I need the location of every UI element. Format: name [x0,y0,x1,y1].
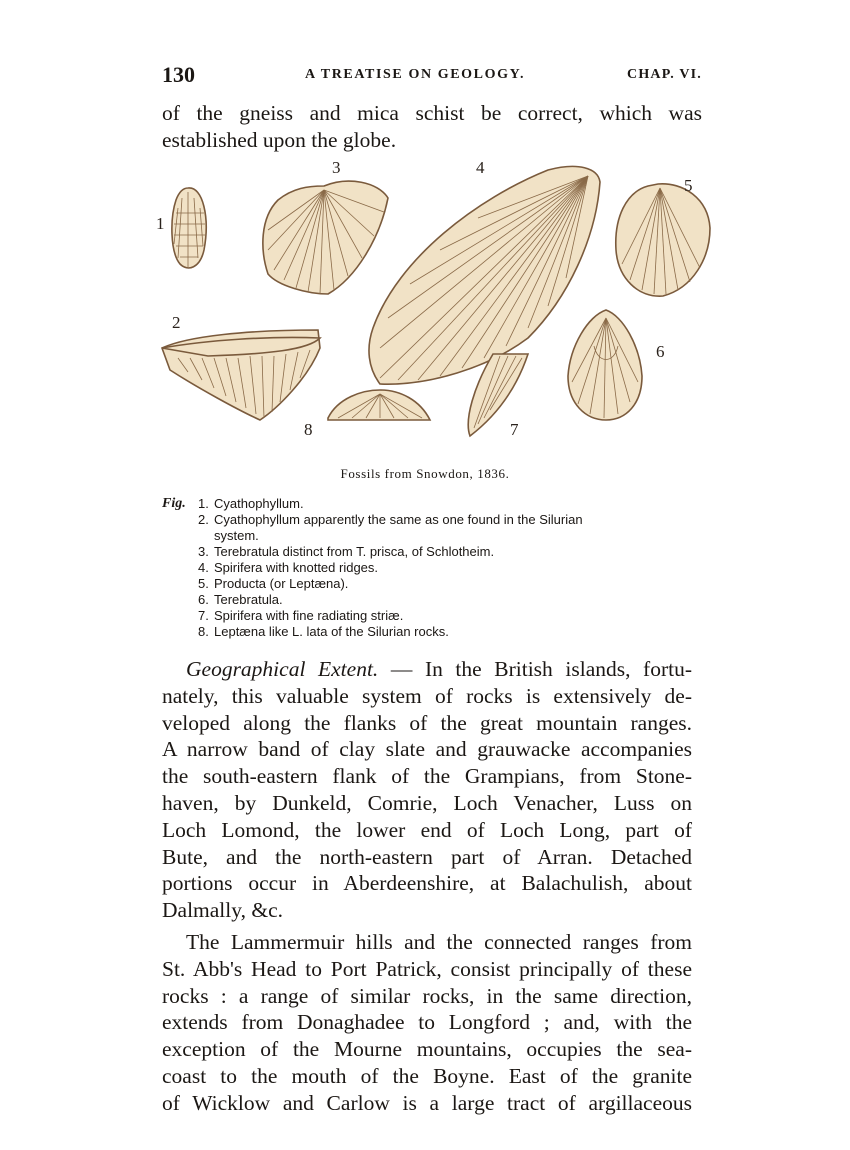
chapter-label: CHAP. VI. [627,67,702,82]
body-line: rocks : a range of similar rocks, in the same direction, [162,983,692,1008]
fossil-plate [148,158,718,450]
fossil-1-cyathophyllum [172,188,206,268]
legend-text: Spirifera with knotted ridges. [214,560,379,575]
paragraph-geographical-extent [162,656,692,924]
body-line: nately, this valuable system of rocks is extensively de- [162,683,692,708]
body-line: St. Abb's Head to Port Patrick, consist principally of these [162,956,692,981]
running-title: A TREATISE ON GEOLOGY. [305,67,526,82]
legend-item [162,592,702,608]
body-line: exception of the Mourne mountains, occupies the sea- [162,1037,692,1062]
legend-text: Spirifera with fine radiating striæ. [214,608,404,623]
legend-text: Producta (or Leptæna). [214,576,349,591]
fossil-label: 2 [172,313,181,332]
fossil-engravings [148,158,718,450]
legend-item-continuation [162,528,702,544]
legend-text: Cyathophyllum apparently the same as one found in the Silurian [214,512,583,527]
body-line: portions occur in Aberdeenshire, at Balachulish, about [162,871,692,896]
legend-number: 1. [198,496,209,511]
paragraph-lammermuir [162,929,692,1117]
legend-number: 6. [198,592,209,607]
legend-item [162,576,702,592]
figure-legend [162,496,702,640]
fossil-8-leptaena [328,390,430,420]
body-line: the south-eastern flank of the Grampians, from Stone- [162,764,692,789]
legend-text: Terebratula distinct from T. prisca, of Schlotheim. [214,544,495,559]
legend-number: 8. [198,624,209,639]
legend-item [162,624,702,640]
legend-text: Cyathophyllum. [214,496,304,511]
running-header [162,62,702,88]
body-line: veloped along the flanks of the great mountain ranges. [162,710,692,735]
legend-number: 3. [198,544,209,559]
body-line-text: — In the British islands, fortu- [378,657,693,681]
body-line: haven, by Dunkeld, Comrie, Loch Venacher, Luss on [162,790,692,815]
legend-text: system. [214,528,259,543]
fossil-label: 4 [476,158,485,177]
body-line: of Wicklow and Carlow is a large tract of argillaceous [162,1090,692,1115]
fossil-6-terebratula [568,310,642,420]
lead-paragraph [162,100,702,154]
body-line: Bute, and the north-eastern part of Arran. Detached [162,844,692,869]
body-text [162,656,692,1117]
body-line [162,656,692,683]
legend-number: 7. [198,608,209,623]
fossil-label: 7 [510,420,519,439]
fossil-label: 5 [684,176,693,195]
figure-caption: Fossils from Snowdon, 1836. [340,466,510,481]
legend-item [162,496,702,512]
body-line: Loch Lomond, the lower end of Loch Long, part of [162,817,692,842]
page-number: 130 [162,62,195,87]
legend-item [162,512,702,528]
fossil-2-cyathophyllum [162,330,320,420]
legend-number: 4. [198,560,209,575]
lead-line: established upon the globe. [162,128,397,152]
fossil-label: 3 [332,158,341,177]
legend-text: Terebratula. [214,592,283,607]
legend-text: Leptæna like L. lata of the Silurian rocks. [214,624,449,639]
legend-item [162,544,702,560]
body-line: coast to the mouth of the Boyne. East of the granite [162,1063,692,1088]
fossil-3-terebratula [263,181,388,294]
fig-label: Fig. [162,496,186,511]
body-line: A narrow band of clay slate and grauwacke accompanies [162,737,692,762]
section-subheading: Geographical Extent. [186,657,379,681]
body-line: extends from Donaghadee to Longford ; and, with the [162,1010,692,1035]
legend-item [162,608,702,624]
fossil-label: 1 [156,214,165,233]
lead-line: of the gneiss and mica schist be correct, which was [162,101,702,125]
fossil-label: 6 [656,342,665,361]
fossil-5-producta [616,184,710,296]
body-line: The Lammermuir hills and the connected ranges from [186,929,692,954]
legend-item [162,560,702,576]
fossil-4-spirifera [369,166,600,384]
body-line: Dalmally, &c. [162,898,284,923]
legend-number: 2. [198,512,209,527]
fossil-label: 8 [304,420,313,439]
legend-number: 5. [198,576,209,591]
